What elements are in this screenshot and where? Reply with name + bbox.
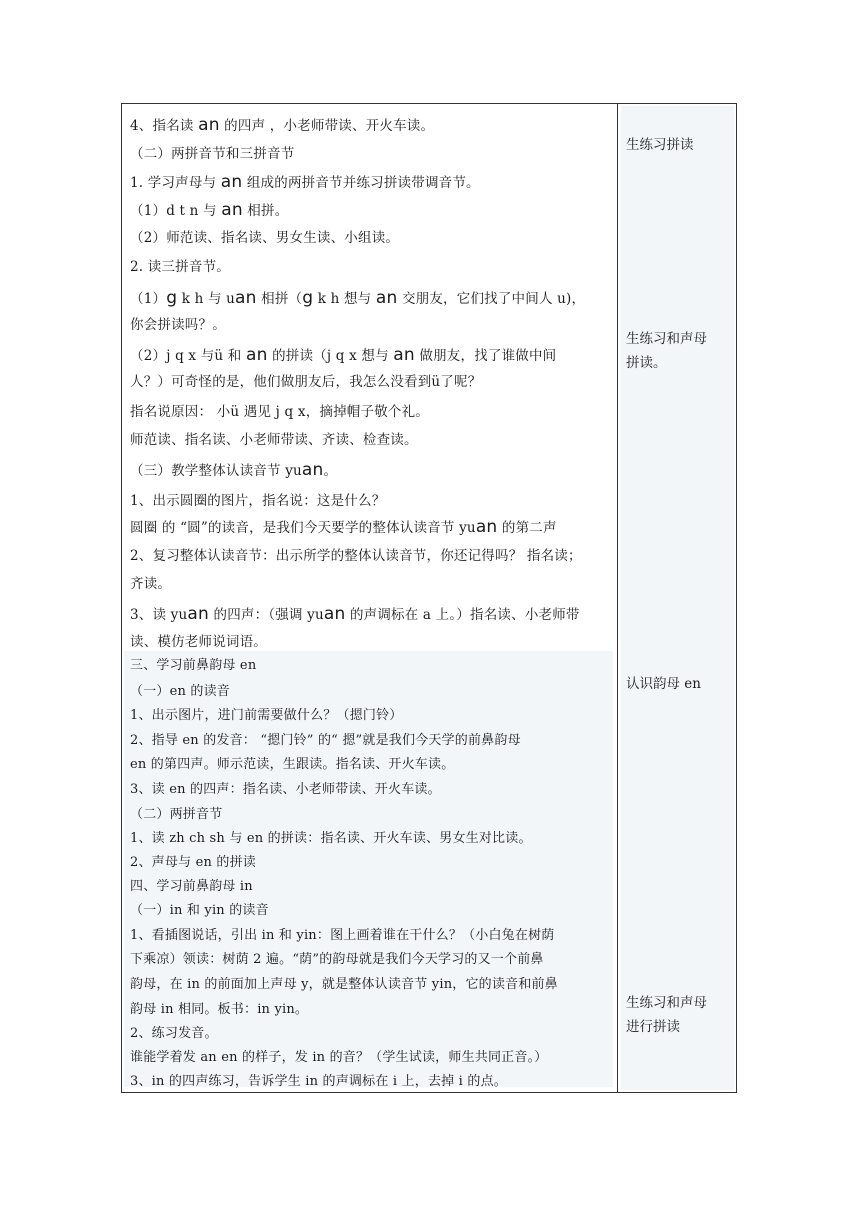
text-segment: 2、指导 en 的发音： “摁门铃” 的“ 摁”就是我们今天学的前鼻韵母 <box>130 733 521 748</box>
text-segment: 读、模仿老师说词语。 <box>130 634 267 650</box>
text-segment: 2、练习发音。 <box>130 1026 218 1041</box>
text-segment: （2）j q x 与ü 和 <box>130 348 246 364</box>
content-line <box>130 257 616 277</box>
text-segment: 韵母，在 in 的前面加上声母 y，就是整体认读音节 yin，它的读音和前鼻 <box>130 977 558 992</box>
pinyin-glyph: an <box>220 172 243 192</box>
content-line <box>130 115 616 136</box>
text-segment: k h 想与 <box>313 291 376 307</box>
pinyin-glyph: an <box>393 345 415 365</box>
content-line <box>130 372 616 392</box>
teaching-note: 生练习拼读 <box>626 137 694 153</box>
teaching-note: 生练习和声母 <box>626 995 707 1011</box>
text-segment: 4、指名读 <box>130 118 199 134</box>
text-segment: 三、学习前鼻韵母 en <box>130 658 257 673</box>
content-line <box>130 574 616 594</box>
text-segment: 的拼读（j q x 想与 <box>267 348 394 364</box>
content-line <box>130 853 616 873</box>
content-line <box>130 228 616 248</box>
text-segment: 组成的两拼音节并练习拼读带调音节。 <box>242 175 480 191</box>
text-segment: 师范读、指名读、小老师带读、齐读、检查读。 <box>130 432 418 448</box>
text-segment: （二）两拼音节 <box>130 807 223 822</box>
text-segment: 下乘凉）领读：树荫 2 遍。“荫”的韵母就是我们今天学习的又一个前鼻 <box>130 952 544 967</box>
pinyin-glyph: g <box>166 288 178 308</box>
text-segment: 。 <box>323 463 338 479</box>
content-line <box>130 901 616 921</box>
pinyin-glyph: an <box>475 517 498 537</box>
teaching-note: 进行拼读 <box>626 1019 680 1035</box>
text-segment: 谁能学着发 an en 的样子，发 in 的音？（学生试读，师生共同正音。） <box>130 1050 548 1065</box>
text-segment: 3、读 yu <box>130 607 188 623</box>
text-segment: 1. 学习声母与 <box>130 175 221 191</box>
content-line <box>130 975 616 995</box>
text-segment: 圆圈 的 “圆”的读音，是我们今天要学的整体认读音节 yu <box>130 520 476 536</box>
content-line <box>130 144 616 164</box>
text-segment: （1）d t n 与 <box>130 203 222 219</box>
content-line <box>130 288 616 309</box>
pinyin-glyph: an <box>301 460 324 480</box>
content-line <box>130 1072 616 1092</box>
text-segment: en 的第四声。师示范读，生跟读。指名读、开火车读。 <box>130 757 455 772</box>
text-segment: 1、读 zh ch sh 与 en 的拼读：指名读、开火车读、男女生对比读。 <box>130 831 532 846</box>
pinyin-glyph: an <box>235 288 257 308</box>
content-line <box>130 926 616 946</box>
content-line <box>130 950 616 970</box>
text-segment: （三）教学整体认读音节 yu <box>130 463 302 479</box>
text-segment: （2）师范读、指名读、男女生读、小组读。 <box>130 230 400 246</box>
content-line <box>130 402 616 422</box>
content-line <box>130 656 616 676</box>
text-segment: 交朋友，它们找了中间人 u)， <box>397 291 586 307</box>
pinyin-glyph: an <box>245 345 268 365</box>
text-segment: （二）两拼音节和三拼音节 <box>130 146 295 162</box>
text-segment: （一）en 的读音 <box>130 684 230 699</box>
content-line <box>130 877 616 897</box>
text-segment: 3、in 的四声练习，告诉学生 in 的声调标在 i 上，去掉 i 的点。 <box>130 1074 507 1089</box>
content-line <box>130 546 616 566</box>
content-line <box>130 731 616 751</box>
text-segment: 的四声 ，小老师带读、开火车读。 <box>219 118 435 134</box>
content-line <box>130 430 616 450</box>
text-segment: 人？）可奇怪的是，他们做朋友后，我怎么没看到ü了呢？ <box>130 374 482 390</box>
content-line <box>130 805 616 825</box>
text-segment: 韵母 in 相同。板书：in yin。 <box>130 1002 309 1017</box>
content-line <box>130 829 616 849</box>
text-segment: 的四声：（强调 yu <box>209 607 324 623</box>
text-segment: （一）in 和 yin 的读音 <box>130 903 269 918</box>
teaching-note: 认识韵母 en <box>626 676 701 692</box>
pinyin-glyph: an <box>221 200 243 220</box>
content-line <box>130 460 616 481</box>
content-line <box>130 1048 616 1068</box>
content-line <box>130 315 616 335</box>
content-line <box>130 632 616 652</box>
text-segment: 1、出示圆圈的图片，指名说：这是什么？ <box>130 493 386 509</box>
column-divider <box>617 104 618 1092</box>
text-segment: 的声调标在 a 上。）指名读、小老师带 <box>345 607 580 623</box>
content-line <box>130 491 616 511</box>
text-segment: 的第二声 <box>497 520 557 536</box>
content-line <box>130 517 616 538</box>
content-line <box>130 172 616 193</box>
pinyin-glyph: g <box>302 288 314 308</box>
text-segment: 相拼。 <box>242 203 289 219</box>
teaching-note: 生练习和声母 <box>626 331 707 347</box>
text-segment: 做朋友，找了谁做中间 <box>414 348 557 364</box>
content-line <box>130 706 616 726</box>
content-line <box>130 780 616 800</box>
pinyin-glyph: an <box>375 288 398 308</box>
teaching-note: 拼读。 <box>626 355 667 371</box>
text-segment: 1、看插图说话，引出 in 和 yin：图上画着谁在干什么？（小白兔在树荫 <box>130 928 555 943</box>
text-segment: k h 与 u <box>177 291 236 307</box>
text-segment: 相拼（ <box>256 291 303 307</box>
text-segment: 指名说原因： 小ü 遇见 j q x，摘掉帽子敬个礼。 <box>130 404 429 420</box>
pinyin-glyph: an <box>187 604 209 624</box>
content-line <box>130 1000 616 1020</box>
lesson-table <box>121 103 737 1093</box>
text-segment: 你会拼读吗？。 <box>130 317 226 333</box>
text-segment: 2、复习整体认读音节：出示所学的整体认读音节，你还记得吗？ 指名读； <box>130 548 582 564</box>
text-segment: 齐读。 <box>130 576 172 592</box>
pinyin-glyph: an <box>323 604 346 624</box>
text-segment: 1、出示图片，进门前需要做什么？（摁门铃） <box>130 708 403 723</box>
text-segment: 3、读 en 的四声：指名读、小老师带读、开火车读。 <box>130 782 441 797</box>
text-segment: （1） <box>130 291 167 307</box>
content-line <box>130 755 616 775</box>
text-segment: 2. 读三拼音节。 <box>130 259 230 275</box>
text-segment: 2、声母与 en 的拼读 <box>130 855 257 870</box>
notes-column-shade <box>621 106 734 1090</box>
text-segment: 四、学习前鼻韵母 in <box>130 879 253 894</box>
content-line <box>130 345 616 366</box>
content-line <box>130 604 616 625</box>
content-line <box>130 682 616 702</box>
content-line <box>130 200 616 221</box>
pinyin-glyph: an <box>198 115 220 135</box>
content-line <box>130 1024 616 1044</box>
